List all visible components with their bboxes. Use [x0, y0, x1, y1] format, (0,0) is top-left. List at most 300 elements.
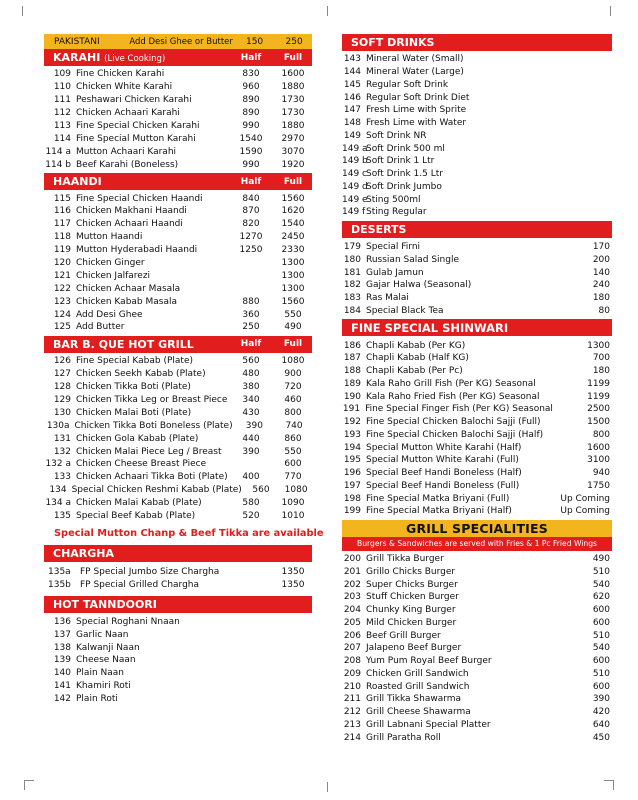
karahi-item-full: 3070: [281, 146, 305, 157]
bbq-item-full: 860: [284, 433, 302, 444]
grill-item-price: 640: [592, 719, 610, 730]
haandi-item-no: 120: [53, 258, 71, 269]
crop-mark-top-left: [22, 6, 32, 16]
haandi-item-no: 124: [53, 309, 71, 320]
grill-item-no: 201: [343, 566, 361, 577]
crop-mark-top-right: [610, 6, 620, 16]
drinks-list: [342, 51, 612, 221]
shinwari-item: [342, 429, 612, 442]
crop-mark-top-center: [327, 6, 337, 16]
karahi-item: [44, 132, 312, 145]
haandi-item-name: Chicken Achaari Haandi: [76, 219, 183, 230]
grill-item-no: 209: [343, 668, 361, 679]
dessert-item: [342, 266, 612, 279]
drink-item: [342, 155, 612, 168]
shinwari-item-price: 180: [592, 366, 610, 377]
bbq-section-header: [44, 336, 312, 353]
karahi-item-name: Fine Special Mutton Karahi: [76, 133, 196, 144]
dessert-item-price: 140: [592, 267, 610, 278]
grill-item-name: Grill Cheese Shawarma: [366, 707, 471, 718]
shinwari-item-no: 194: [343, 442, 361, 453]
karahi-item-no: 114 b: [45, 159, 71, 170]
bbq-item-half: 440: [242, 433, 260, 444]
dessert-item-price: 240: [592, 280, 610, 291]
haandi-item-full: 1300: [281, 283, 305, 294]
shinwari-item-no: 193: [343, 429, 361, 440]
dessert-item-name: Special Firni: [366, 242, 421, 253]
karahi-item-no: 114 a: [45, 146, 71, 157]
karahi-item-half: 990: [242, 159, 260, 170]
karahi-item-no: 113: [53, 121, 71, 131]
shinwari-item: [342, 441, 612, 454]
haandi-title: HAANDI: [53, 175, 102, 189]
crop-mark-bottom-left: [24, 780, 34, 790]
haandi-item-full: 550: [284, 309, 302, 320]
shinwari-item-price: 800: [592, 429, 610, 440]
tandoori-item: [44, 615, 312, 628]
grill-item-price: 540: [592, 643, 610, 654]
shinwari-item-price: 2500: [587, 404, 610, 415]
drink-item-name: Mineral Water (Small): [366, 54, 464, 65]
dessert-item-name: Russian Salad Single: [366, 254, 459, 265]
haandi-item: [44, 308, 312, 321]
bbq-half-label: Half: [240, 339, 262, 350]
haandi-item-name: Mutton Hyderabadi Haandi: [76, 245, 198, 256]
bbq-item-half: 520: [242, 511, 260, 522]
grill-item-no: 208: [343, 656, 361, 667]
grill-item-no: 206: [343, 630, 361, 641]
bbq-item-full: 800: [284, 407, 302, 418]
bbq-item-half: 340: [242, 395, 260, 406]
karahi-item-full: 1730: [281, 95, 305, 106]
chargha-section-header: [44, 545, 312, 562]
drink-item-no: 149 a: [342, 143, 368, 154]
karahi-item-full: 1920: [281, 159, 305, 170]
tandoori-item-no: 137: [53, 629, 71, 640]
haandi-item: [44, 244, 312, 257]
shinwari-item-no: 190: [343, 391, 361, 402]
karahi-subtitle: (Live Cooking): [104, 54, 166, 64]
shinwari-item-no: 191: [342, 404, 361, 415]
ghee-price-250: 250: [285, 36, 303, 47]
grill-list: [342, 551, 612, 746]
bbq-title: BAR B. QUE HOT GRILL: [53, 337, 194, 351]
haandi-item-no: 119: [53, 245, 71, 256]
bbq-item-half: 560: [242, 356, 260, 367]
bbq-item-half: 390: [242, 446, 260, 457]
shinwari-item-no: 196: [343, 468, 361, 479]
karahi-item: [44, 107, 312, 120]
bbq-item-no: 133: [53, 472, 71, 483]
haandi-item: [44, 192, 312, 205]
chargha-item: [44, 566, 312, 579]
haandi-item-name: Chicken Jalfarezi: [76, 270, 151, 281]
tandoori-item-name: Plain Roti: [76, 694, 118, 705]
tandoori-item: [44, 628, 312, 641]
bbq-item-full: 1080: [281, 356, 305, 367]
haandi-item-full: 2450: [281, 232, 305, 243]
karahi-title: KARAHI: [53, 51, 101, 64]
karahi-item: [44, 145, 312, 158]
bbq-item-name: Chicken Gola Kabab (Plate): [76, 433, 199, 444]
bbq-item-no: 130: [53, 407, 71, 418]
shinwari-item-no: 189: [343, 378, 361, 389]
grill-title: GRILL SPECIALITIES: [406, 520, 548, 536]
haandi-section-header: [44, 173, 312, 190]
shinwari-item-name: Kala Raho Grill Fish (Per KG) Seasonal: [366, 378, 536, 389]
drink-item-name: Fresh Lime with Sprite: [366, 105, 467, 116]
grill-item-price: 600: [592, 681, 610, 692]
shinwari-item: [342, 416, 612, 429]
shinwari-item-no: 199: [343, 506, 361, 517]
shinwari-item-no: 195: [343, 455, 361, 466]
drink-item-name: Regular Soft Drink: [366, 79, 449, 90]
grill-item: [342, 578, 612, 591]
grill-item-no: 203: [343, 592, 361, 603]
shinwari-item-name: Chapli Kabab (Per KG): [366, 340, 466, 351]
right-menu-column: [342, 34, 612, 746]
karahi-item-name: Fine Chicken Karahi: [76, 69, 165, 80]
dessert-item-no: 181: [343, 267, 361, 278]
bbq-item-name: Chicken Tikka Boti (Plate): [76, 382, 191, 393]
bbq-item: [44, 510, 312, 523]
tandoori-section-header: [44, 596, 312, 613]
karahi-item-half: 1590: [239, 146, 263, 157]
bbq-item-name: Chicken Achaari Tikka Boti (Plate): [76, 472, 228, 483]
shinwari-item-price: 1199: [587, 378, 610, 389]
shinwari-item-name: Fine Special Matka Briyani (Full): [366, 493, 510, 504]
haandi-item-full: 2330: [281, 245, 305, 256]
bbq-item-full: 770: [284, 472, 302, 483]
grill-item-price: 420: [592, 707, 610, 718]
haandi-item-no: 123: [53, 296, 71, 307]
dessert-item-no: 182: [343, 280, 361, 291]
haandi-item-no: 125: [53, 322, 71, 333]
drink-item-name: Sting 500ml: [366, 194, 421, 205]
drink-item: [342, 168, 612, 181]
tandoori-item-no: 142: [53, 694, 71, 705]
shinwari-item-no: 192: [343, 417, 361, 428]
bbq-item-full: 550: [284, 446, 302, 457]
drink-item: [342, 66, 612, 79]
shinwari-item-price: 940: [592, 468, 610, 479]
grill-item-name: Stuff Chicken Burger: [366, 592, 459, 603]
karahi-item: [44, 120, 312, 133]
drink-item: [342, 117, 612, 130]
shinwari-item-price: 700: [592, 353, 610, 364]
karahi-item: [44, 158, 312, 171]
shinwari-item: [342, 378, 612, 391]
haandi-item: [44, 282, 312, 295]
haandi-item-no: 118: [53, 232, 71, 243]
haandi-item-name: Chicken Achaar Masala: [76, 283, 181, 294]
shinwari-item-no: 197: [343, 480, 361, 491]
haandi-item-half: 840: [242, 193, 260, 204]
bbq-item-name: Chicken Malai Kabab (Plate): [76, 498, 202, 509]
bbq-item-no: 130a: [46, 420, 70, 431]
dessert-item-price: 200: [592, 254, 610, 265]
drink-item-name: Sting Regular: [366, 207, 427, 218]
shinwari-item: [342, 480, 612, 493]
haandi-item-half: 870: [242, 206, 260, 217]
grill-item-no: 202: [343, 579, 361, 590]
karahi-item-half: 990: [242, 121, 260, 131]
haandi-item-no: 122: [53, 283, 71, 294]
bbq-item-full: 1090: [281, 498, 305, 509]
dessert-item-name: Gulab Jamun: [366, 267, 424, 278]
karahi-item-half: 1540: [239, 133, 263, 144]
haandi-item-half: 360: [242, 309, 260, 320]
haandi-item-full: 1300: [281, 258, 305, 269]
grill-item-no: 211: [343, 694, 361, 705]
grill-item: [342, 642, 612, 655]
grill-item-name: Grillo Chicks Burger: [366, 566, 456, 577]
grill-item-no: 213: [343, 719, 361, 730]
shinwari-item: [342, 467, 612, 480]
grill-section-header: [342, 520, 612, 537]
tandoori-list: [44, 613, 312, 707]
grill-item-price: 600: [592, 617, 610, 628]
grill-item-no: 207: [343, 643, 361, 654]
grill-item-price: 490: [592, 554, 610, 565]
grill-item-name: Chicken Grill Sandwich: [366, 668, 469, 679]
shinwari-item-name: Fine Special Finger Fish (Per KG) Seasonal: [365, 404, 553, 415]
grill-item-name: Jalapeno Beef Burger: [366, 643, 462, 654]
tandoori-item-name: Cheese Naan: [76, 655, 136, 666]
haandi-full-label: Full: [283, 176, 303, 187]
grill-item: [342, 719, 612, 732]
dessert-item-price: 170: [592, 242, 610, 253]
bbq-item: [44, 458, 312, 471]
bbq-item-name: Fine Special Kabab (Plate): [76, 356, 194, 367]
bbq-item-name: Chicken Tikka Leg or Breast Piece: [76, 395, 228, 406]
grill-item-no: 204: [343, 605, 361, 616]
drink-item: [342, 193, 612, 206]
karahi-item-full: 1600: [281, 69, 305, 80]
bbq-item-no: 134: [49, 485, 67, 496]
haandi-item: [44, 218, 312, 231]
tandoori-item: [44, 667, 312, 680]
karahi-item: [44, 68, 312, 81]
grill-item-price: 510: [592, 668, 610, 679]
shinwari-item-price: 1750: [587, 480, 610, 491]
drink-item-no: 144: [343, 67, 361, 78]
drink-item-no: 149 c: [342, 169, 367, 180]
bbq-item: [44, 419, 312, 432]
grill-item-name: Beef Grill Burger: [366, 630, 441, 641]
haandi-item-name: Add Desi Ghee: [76, 309, 143, 320]
grill-item: [342, 668, 612, 681]
shinwari-item-name: Fine Special Chicken Balochi Sajji (Full): [366, 417, 541, 428]
bbq-item: [44, 406, 312, 419]
karahi-item-no: 110: [53, 82, 71, 93]
haandi-item: [44, 231, 312, 244]
desserts-list: [342, 238, 612, 320]
grill-item-name: Super Chicks Burger: [366, 579, 458, 590]
tandoori-title: HOT TANNDOORI: [53, 598, 157, 612]
drink-item-no: 149 d: [342, 181, 368, 192]
drink-item: [342, 142, 612, 155]
haandi-item-full: 1560: [281, 296, 305, 307]
grill-item-price: 510: [592, 630, 610, 641]
pakistani-label: PAKISTANI: [54, 36, 100, 47]
bbq-item-half: 580: [242, 498, 260, 509]
bbq-item-full: 740: [285, 420, 303, 431]
tandoori-item-no: 141: [53, 681, 71, 692]
haandi-item-name: Chicken Kabab Masala: [76, 296, 177, 307]
shinwari-item-price: 1300: [587, 340, 610, 351]
drink-item-name: Soft Drink NR: [366, 130, 427, 141]
haandi-item-name: Mutton Haandi: [76, 232, 143, 243]
shinwari-item-name: Special Mutton White Karahi (Full): [366, 455, 519, 466]
haandi-item: [44, 295, 312, 308]
chargha-item-no: 135b: [48, 579, 71, 590]
drink-item-name: Fresh Lime with Water: [366, 118, 467, 129]
ghee-butter-note: Add Desi Ghee or Butter: [129, 36, 233, 47]
dessert-item: [342, 241, 612, 254]
grill-item-name: Grill Tikka Burger: [366, 554, 444, 565]
shinwari-item-price: 3100: [587, 455, 610, 466]
shinwari-item-no: 198: [343, 493, 361, 504]
karahi-section-header: [44, 49, 312, 66]
grill-item-price: 510: [592, 566, 610, 577]
bbq-item: [44, 445, 312, 458]
tandoori-item-name: Plain Naan: [76, 668, 124, 679]
shinwari-item-price: Up Coming: [560, 506, 610, 517]
bbq-item-no: 127: [53, 369, 71, 380]
grill-item-price: 620: [592, 592, 610, 603]
shinwari-item-name: Kala Raho Fried Fish (Per KG) Seasonal: [366, 391, 540, 402]
grill-item: [342, 706, 612, 719]
chargha-item: [44, 578, 312, 591]
shinwari-list: [342, 336, 612, 520]
bbq-item-half: 390: [245, 420, 263, 431]
haandi-item-half: 250: [242, 322, 260, 333]
haandi-item-name: Chicken Ginger: [76, 258, 145, 269]
haandi-item-full: 1620: [281, 206, 305, 217]
grill-item-name: Grill Tikka Shawarma: [366, 694, 462, 705]
haandi-item-full: 1300: [281, 270, 305, 281]
shinwari-item: [342, 352, 612, 365]
haandi-list: [44, 190, 312, 336]
drink-item-no: 149 f: [342, 207, 366, 218]
dessert-item-no: 179: [343, 242, 361, 253]
grill-item-price: 450: [592, 732, 610, 743]
bbq-item-half: 560: [252, 485, 270, 496]
bbq-item-no: 132: [53, 446, 71, 457]
shinwari-section-header: [342, 319, 612, 336]
grill-item-no: 210: [343, 681, 361, 692]
tandoori-item-name: Garlic Naan: [76, 629, 129, 640]
grill-item-price: 600: [592, 605, 610, 616]
shinwari-item: [342, 492, 612, 505]
ghee-price-150: 150: [245, 36, 264, 47]
karahi-item-name: Chicken White Karahi: [76, 82, 173, 93]
drink-item-name: Soft Drink 1.5 Ltr: [366, 169, 443, 180]
bbq-item-name: Chicken Tikka Boti Boneless (Plate): [74, 420, 233, 431]
haandi-half-label: Half: [240, 176, 262, 187]
bbq-availability-note: Special Mutton Chanp & Beef Tikka are available: [54, 528, 324, 539]
karahi-item-name: Mutton Achaari Karahi: [76, 146, 177, 157]
haandi-item-half: 880: [242, 296, 260, 307]
shinwari-item-name: Fine Special Matka Briyani (Half): [366, 506, 512, 517]
chargha-list: [44, 562, 312, 597]
shinwari-item-name: Special Beef Handi Boneless (Half): [366, 468, 522, 479]
haandi-item: [44, 269, 312, 282]
shinwari-item: [342, 365, 612, 378]
bbq-item: [44, 355, 312, 368]
dessert-item-price: 180: [592, 293, 610, 304]
tandoori-item: [44, 654, 312, 667]
haandi-item-no: 116: [53, 206, 71, 217]
karahi-item-full: 1880: [281, 121, 305, 131]
bbq-item-full: 900: [284, 369, 302, 380]
grill-item-name: Roasted Grill Sandwich: [366, 681, 470, 692]
tandoori-item-name: Khamiri Roti: [76, 681, 131, 692]
haandi-item-no: 115: [53, 193, 71, 204]
bbq-item: [44, 381, 312, 394]
bbq-item-no: 131: [53, 433, 71, 444]
dessert-item: [342, 305, 612, 318]
bbq-item-full: 720: [284, 382, 302, 393]
drink-item-name: Soft Drink 500 ml: [366, 143, 445, 154]
tandoori-item-no: 140: [53, 668, 71, 679]
shinwari-item: [342, 403, 612, 416]
pakistani-header: [44, 34, 312, 49]
grill-item: [342, 629, 612, 642]
haandi-item: [44, 205, 312, 218]
dessert-item-name: Special Black Tea: [366, 305, 444, 316]
bbq-item-no: 128: [53, 382, 71, 393]
haandi-item-name: Add Butter: [76, 322, 125, 333]
dessert-item: [342, 279, 612, 292]
shinwari-item-no: 188: [343, 366, 361, 377]
dessert-item-no: 180: [343, 254, 361, 265]
shinwari-item-name: Chapli Kabab (Half KG): [366, 353, 469, 364]
drink-item: [342, 206, 612, 219]
chargha-item-name: FP Special Jumbo Size Chargha: [80, 566, 220, 577]
shinwari-item-price: 1600: [587, 442, 610, 453]
bbq-item-name: Chicken Cheese Breast Piece: [76, 459, 207, 470]
karahi-item: [44, 81, 312, 94]
dessert-item: [342, 292, 612, 305]
haandi-item-no: 117: [53, 219, 71, 230]
grill-item-no: 214: [343, 732, 361, 743]
drink-item-no: 149 b: [342, 156, 368, 167]
drink-item: [342, 104, 612, 117]
dessert-item-no: 184: [343, 305, 361, 316]
bbq-item-full: 1080: [284, 485, 308, 496]
haandi-item-half: 1270: [239, 232, 263, 243]
karahi-item-full: 1880: [281, 82, 305, 93]
grill-item-name: Yum Pum Royal Beef Burger: [366, 656, 492, 667]
shinwari-item: [342, 390, 612, 403]
left-menu-column: [44, 34, 324, 708]
bbq-item-no: 132 a: [45, 459, 71, 470]
grill-item: [342, 566, 612, 579]
grill-item-no: 212: [343, 707, 361, 718]
bbq-item: [44, 368, 312, 381]
grill-item-no: 205: [343, 617, 361, 628]
bbq-item-name: Special Beef Kabab (Plate): [76, 511, 196, 522]
haandi-item: [44, 321, 312, 334]
bbq-item-name: Chicken Malai Boti (Plate): [76, 407, 192, 418]
shinwari-item-no: 186: [343, 340, 361, 351]
grill-item: [342, 553, 612, 566]
karahi-item-name: Chicken Achaari Karahi: [76, 108, 180, 119]
karahi-item-name: Beef Karahi (Boneless): [76, 159, 179, 170]
karahi-list: [44, 66, 312, 173]
